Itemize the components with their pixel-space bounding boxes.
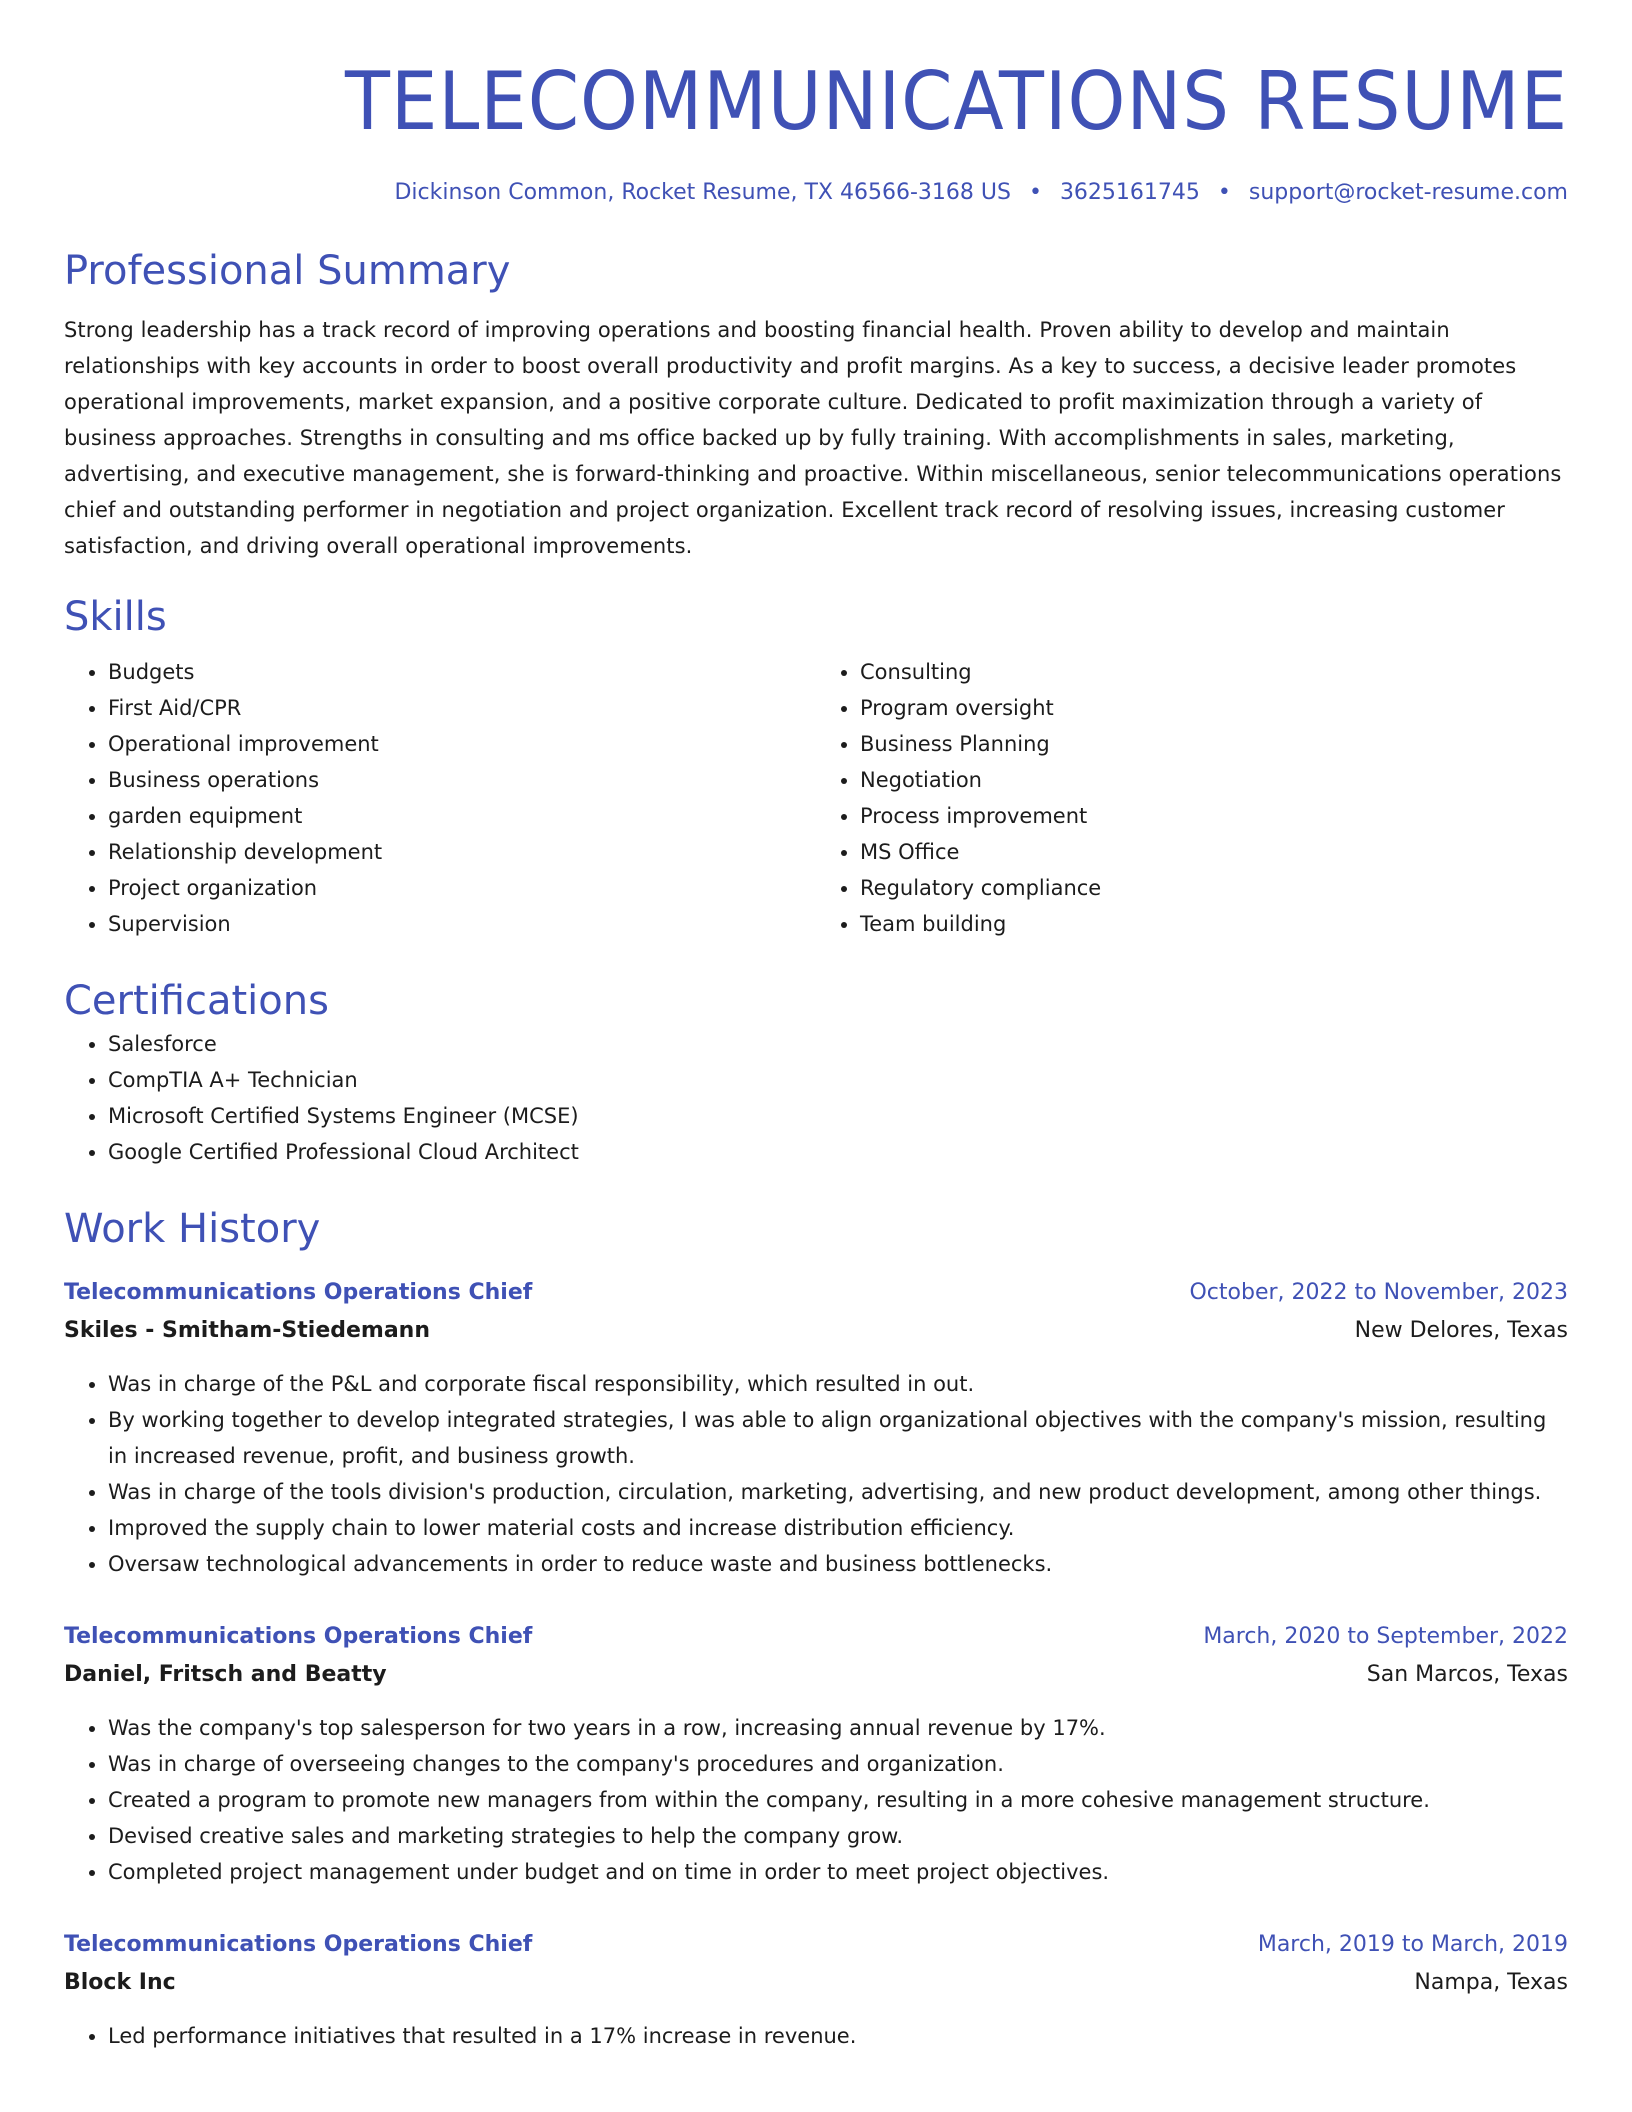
- contact-phone: 3625161745: [1059, 180, 1200, 205]
- resume-name: TELECOMMUNICATIONS RESUME: [345, 55, 1568, 148]
- job-location: San Marcos, Texas: [1366, 1662, 1568, 1687]
- job-title: Telecommunications Operations Chief: [64, 1280, 533, 1305]
- work-history-section: [64, 1204, 1568, 2054]
- job-title-row: [64, 1926, 1568, 1964]
- skill-item: • Program oversight: [860, 690, 1568, 726]
- certification-item: • Salesforce: [108, 1026, 1568, 1062]
- job-bullet: • Was in charge of overseeing changes to the company's procedures and organization.: [108, 1746, 1568, 1782]
- skill-item: • Business Planning: [860, 726, 1568, 762]
- job-bullets: [64, 2018, 1568, 2054]
- job-location: New Delores, Texas: [1354, 1318, 1568, 1343]
- certification-item: • Microsoft Certified Systems Engineer (MCSE): [108, 1098, 1568, 1134]
- contact-address: Dickinson Common, Rocket Resume, TX 46566-3168 US: [394, 180, 1011, 205]
- job-company: Block Inc: [64, 1970, 176, 1995]
- certification-item: • CompTIA A+ Technician: [108, 1062, 1568, 1098]
- job-title: Telecommunications Operations Chief: [64, 1624, 533, 1649]
- job-bullets: [64, 1366, 1568, 1582]
- skills-list-right: [816, 654, 1568, 942]
- skills-grid: [64, 654, 1568, 942]
- job-bullet: • Oversaw technological advancements in order to reduce waste and business bottlenecks.: [108, 1546, 1568, 1582]
- job-location: Nampa, Texas: [1414, 1970, 1568, 1995]
- job-bullet: • Devised creative sales and marketing strategies to help the company grow.: [108, 1818, 1568, 1854]
- job-bullet: • Completed project management under budget and on time in order to meet project objectives.: [108, 1854, 1568, 1890]
- contact-email: support@rocket-resume.com: [1248, 180, 1568, 205]
- contact-separator: •: [1028, 180, 1042, 205]
- skills-heading: Skills: [64, 594, 167, 640]
- job-dates: October, 2022 to November, 2023: [1189, 1280, 1568, 1305]
- contact-separator: •: [1217, 180, 1231, 205]
- job-bullet: • Improved the supply chain to lower material costs and increase distribution efficiency.: [108, 1510, 1568, 1546]
- certifications-section: [64, 976, 1568, 1170]
- job-bullet: • Was in charge of the tools division's production, circulation, marketing, advertising, and new product development, among other things.: [108, 1474, 1568, 1510]
- job-bullet: • Was in charge of the P&L and corporate fiscal responsibility, which resulted in out.: [108, 1366, 1568, 1402]
- certification-item: • Google Certified Professional Cloud Architect: [108, 1134, 1568, 1170]
- skill-item: • Relationship development: [108, 834, 816, 870]
- job-bullet: • By working together to develop integrated strategies, I was able to align organizational objectives with the company's mission, resulting in increased revenue, profit, and business growth.: [108, 1402, 1568, 1474]
- summary-section: [64, 246, 1568, 564]
- job-entry: [64, 1274, 1568, 1582]
- job-company-row: [64, 1964, 1568, 2002]
- certifications-list: [64, 1026, 1568, 1170]
- job-entry: [64, 1926, 1568, 2054]
- skill-item: • Project organization: [108, 870, 816, 906]
- job-bullet: • Led performance initiatives that resulted in a 17% increase in revenue.: [108, 2018, 1568, 2054]
- skill-item: • Budgets: [108, 654, 816, 690]
- work-history-heading: Work History: [64, 1206, 321, 1252]
- job-entry: [64, 1618, 1568, 1890]
- skills-list-left: [64, 654, 816, 942]
- job-company: Skiles - Smitham-Stiedemann: [64, 1318, 430, 1343]
- job-company: Daniel, Fritsch and Beatty: [64, 1662, 387, 1687]
- job-title-row: [64, 1274, 1568, 1312]
- job-title-row: [64, 1618, 1568, 1656]
- skill-item: • Team building: [860, 906, 1568, 942]
- summary-heading: Professional Summary: [64, 248, 511, 294]
- skill-item: • garden equipment: [108, 798, 816, 834]
- contact-line: [64, 178, 1568, 208]
- job-dates: March, 2020 to September, 2022: [1203, 1624, 1568, 1649]
- job-bullet: • Created a program to promote new managers from within the company, resulting in a more cohesive management structure.: [108, 1782, 1568, 1818]
- skill-item: • Business operations: [108, 762, 816, 798]
- resume-header: [64, 0, 1568, 208]
- skill-item: • Negotiation: [860, 762, 1568, 798]
- job-bullet: • Was the company's top salesperson for two years in a row, increasing annual revenue by 17%.: [108, 1710, 1568, 1746]
- certifications-heading: Certifications: [64, 978, 329, 1024]
- skill-item: • Supervision: [108, 906, 816, 942]
- job-company-row: [64, 1312, 1568, 1350]
- skill-item: • Process improvement: [860, 798, 1568, 834]
- skill-item: • MS Office: [860, 834, 1568, 870]
- skill-item: • Regulatory compliance: [860, 870, 1568, 906]
- skills-section: [64, 592, 1568, 942]
- job-title: Telecommunications Operations Chief: [64, 1932, 533, 1957]
- skill-item: • First Aid/CPR: [108, 690, 816, 726]
- job-bullets: [64, 1710, 1568, 1890]
- skill-item: • Operational improvement: [108, 726, 816, 762]
- summary-text: Strong leadership has a track record of improving operations and boosting financial health. Proven ability to develop and maintain relationships with key accounts in order to boost overall productivity and profit margins. As a key to success, a decisive leader promotes operational improvements, market expansion, and a positive corporate culture. Dedicated to profit maximization through a variety of business approaches. Strengths in consulting and ms office backed up by fully training. With accomplishments in sales, marketing, advertising, and executive management, she is forward-thinking and proactive. Within miscellaneous, senior telecommunications operations chief and outstanding performer in negotiation and project organization. Excellent track record of resolving issues, increasing customer satisfaction, and driving overall operational improvements.: [64, 318, 1562, 558]
- job-dates: March, 2019 to March, 2019: [1257, 1932, 1568, 1957]
- skill-item: • Consulting: [860, 654, 1568, 690]
- job-company-row: [64, 1656, 1568, 1694]
